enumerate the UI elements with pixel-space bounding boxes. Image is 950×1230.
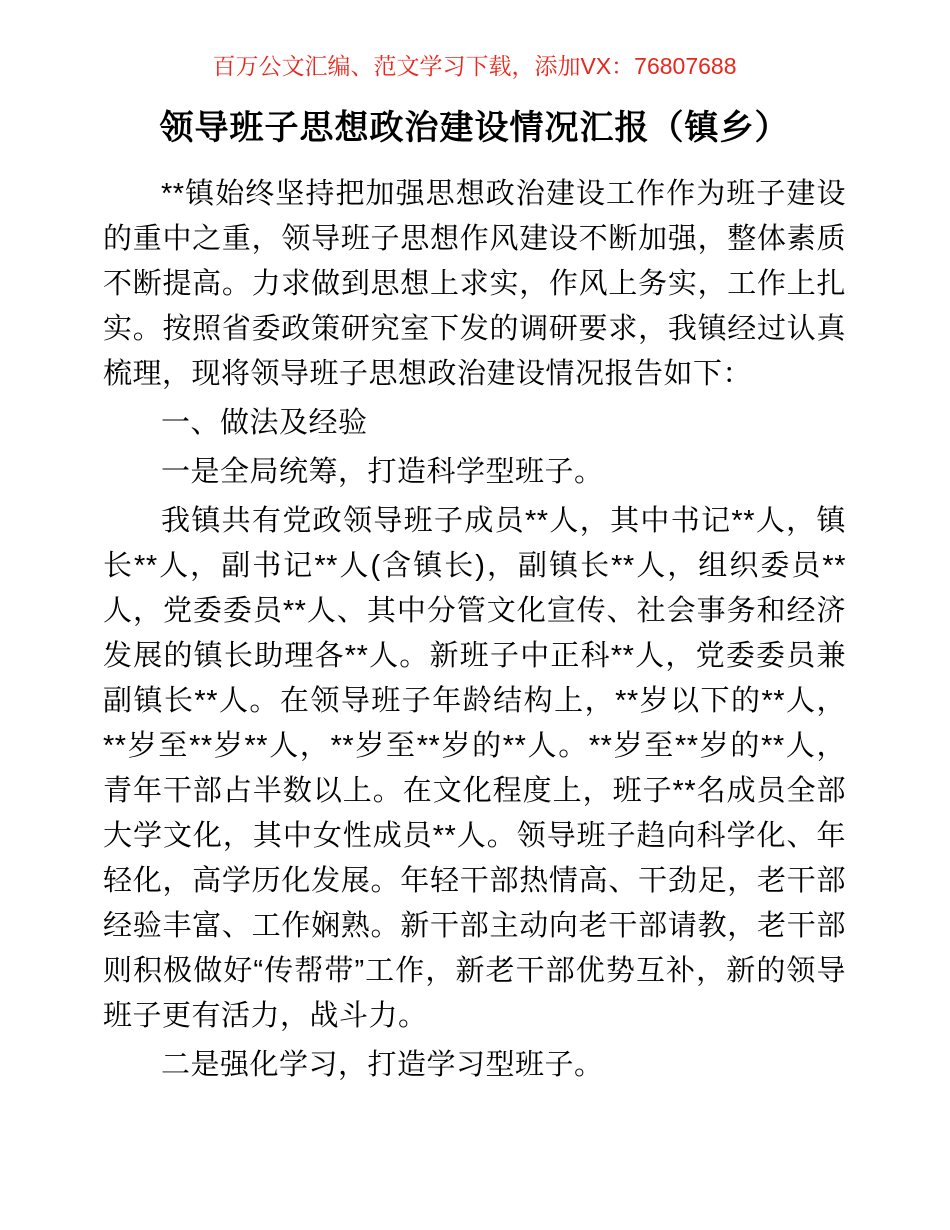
point-heading-1: 一是全局统筹，打造科学型班子。	[161, 456, 604, 488]
point-heading-2: 二是强化学习，打造学习型班子。	[161, 1049, 604, 1081]
promo-banner-text: 百万公文汇编、范文学习下载，添加VX：76807688	[212, 53, 737, 79]
paragraph-team-composition: 我镇共有党政领导班子成员**人，其中书记**人，镇长**人，副书记**人(含镇长)，副镇长**人，组织委员**人，党委委员**人、其中分管文化宣传、社会事务和经济发展的镇长助理各**人。新班子中正科**人，党委委员兼副镇长**人。在领导班子年龄结构上，**岁以下的**人，**岁至**岁**人，**岁至**岁的**人。**岁至**岁的**人，青年干部占半数以上。在文化程度上，班子**名成员全部大学文化，其中女性成员**人。领导班子趋向科学化、年轻化，高学历化发展。年轻干部热情高、干劲足，老干部经验丰富、工作娴熟。新干部主动向老干部请教，老干部则积极做好“传帮带”工作，新老干部优势互补，新的领导班子更有活力，战斗力。	[103, 505, 846, 1032]
section-heading-1: 一、做法及经验	[161, 407, 368, 439]
document-title: 领导班子思想政治建设情况汇报（镇乡）	[159, 109, 790, 147]
paragraph-intro: **镇始终坚持把加强思想政治建设工作作为班子建设的重中之重，领导班子思想作风建设不断加强，整体素质不断提高。力求做到思想上求实，作风上务实，工作上扎实。按照省委政策研究室下发的调研要求，我镇经过认真梳理，现将领导班子思想政治建设情况报告如下：	[103, 178, 846, 390]
